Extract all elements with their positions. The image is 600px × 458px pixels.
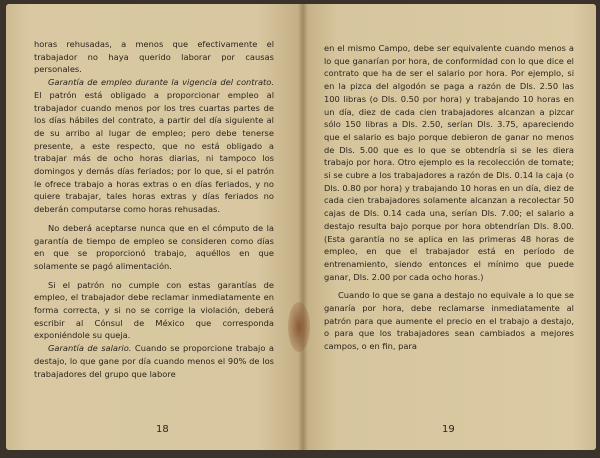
right-page-text <box>324 42 574 353</box>
section-heading-employment-guarantee: Garantía de empleo durante la vigencia del contrato. <box>48 77 274 88</box>
left-paragraph-5-body: Cuando se proporcione trabajo a destajo, lo que gane por día cuando menos el 90% de los trabajadores del grupo que labore <box>34 343 274 379</box>
right-page <box>302 4 596 450</box>
left-paragraph-4: Si el patrón no cumple con estas garantías de empleo, el trabajador debe reclamar inmediatamente en forma correcta, y si no se corrige la violación, deberá escribir al Cónsul de México que corresponda exponiéndole su queja. <box>34 279 274 341</box>
left-page <box>6 4 302 450</box>
left-page-number: 18 <box>156 424 169 435</box>
right-paragraph-2: Cuando lo que se gana a destajo no equivale a lo que se ganaría por hora, debe reclamarse inmediatamente al patrón para que aumente el precio en el trabajo a destajo, o para que los trabajadores sean cambiados a mejores campos, o en fin, para <box>324 290 574 352</box>
right-page-number: 19 <box>442 424 455 435</box>
rust-stain <box>288 302 310 352</box>
left-paragraph-2-body: El patrón está obligado a proporcionar empleo al trabajador cuando menos por los tres cuartas partes de los días hábiles del contrato, a partir del día siguiente al de su arribo al lugar de empleo; pero debe tenerse presente, a este respecto, que no está obligado a trabajar más de ocho horas diarias, ni tampoco los domingos y demás días feriados; por lo que, si el patrón le ofrece trabajo a horas extras o en días feriados, y no quiere trabajar, tales horas extras y días feriados no deberán computarse como horas rehusadas. <box>34 89 274 215</box>
left-paragraph-5 <box>34 342 274 380</box>
left-paragraph-1: horas rehusadas, a menos que efectivamente el trabajador no haya querido laborar por causas personales. <box>34 39 274 75</box>
left-paragraph-2 <box>34 76 274 216</box>
open-book <box>6 4 596 454</box>
book-gutter <box>298 4 308 450</box>
left-paragraph-3: No deberá aceptarse nunca que en el cómputo de la garantía de tiempo de empleo se consideren como días en que se proporcionó trabajo, aquéllos en que solamente se pagó alimentación. <box>34 222 274 271</box>
right-paragraph-1: en el mismo Campo, debe ser equivalente cuando menos a lo que ganarían por hora, de conformidad con lo que dice el contrato que ha de ser el salario por hora. Por ejemplo, si en la pizca del algodón se paga a razón de Dls. 2.50 las 100 libras (o Dls. 0.50 por hora) y trabajando 10 horas en un día, diez de cada cien trabajadores alcanzan a pizcar sólo 150 libras a Dls. 2.50, serían Dls. 3.75, apareciendo que el salario es bajo porque debieron de ganar no menos de Dls. 5.00 que es lo que se obtendría si se les diera trabajo por hora. Otro ejemplo es la recolección de tomate; si se cubre a los trabajadores a razón de Dls. 0.14 la caja (o Dls. 0.80 por hora) y trabajando 10 horas en un día, diez de cada cien trabajadores solamente alcanzan a recolectar 50 cajas de Dls. 0.14 cada una, serían Dls. 7.00; el salario a destajo resulta bajo porque por hora obtendrían Dls. 8.00. (Esta garantía no se aplica en las primeras 48 horas de empleo, en que el trabajador está en período de entrenamiento, siendo entonces el mínimo que puede ganar, Dls. 2.00 por cada ocho horas.) <box>324 43 574 282</box>
left-page-text <box>34 38 274 380</box>
section-heading-salary-guarantee: Garantía de salario. <box>48 343 132 354</box>
